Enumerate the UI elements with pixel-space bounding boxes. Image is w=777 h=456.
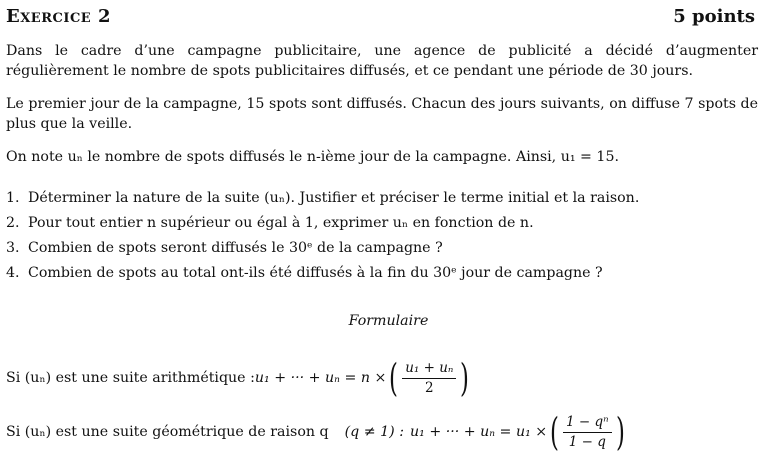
notation-paragraph: On note uₙ le nombre de spots diffusés le n-ième jour de la campagne. Ainsi, u₁ = 15. — [6, 149, 619, 165]
geom-prefix: Si (uₙ) est une suite géométrique de raison q — [6, 424, 329, 440]
arith-lhs: u₁ + ··· + uₙ = n × — [254, 370, 387, 386]
arith-numerator: u₁ + uₙ — [402, 360, 456, 379]
arithmetic-sum-formula — [6, 354, 472, 402]
exercise-header — [6, 6, 755, 32]
geometric-sum-formula — [6, 408, 627, 456]
question-text: Pour tout entier n supérieur ou égal à 1, exprimer uₙ en fonction de n. — [28, 215, 534, 231]
question-list — [6, 186, 758, 286]
context-paragraph: Le premier jour de la campagne, 15 spots sont diffusés. Chacun des jours suivants, on diffuse 7 spots de plus que la veille. — [6, 96, 758, 132]
geom-condition: (q ≠ 1) : — [344, 424, 404, 440]
arith-denominator: 2 — [424, 379, 434, 396]
geom-denominator: 1 − q — [568, 433, 606, 450]
formulaire-title: Formulaire — [348, 313, 429, 329]
question-number: 1. — [6, 190, 20, 206]
arith-prefix: Si (uₙ) est une suite arithmétique : — [6, 370, 255, 386]
question-number: 4. — [6, 265, 20, 281]
question-text: Combien de spots au total ont-ils été diffusés à la fin du 30ᵉ jour de campagne ? — [28, 265, 603, 281]
exercise-title: Exercice 2 — [6, 6, 111, 27]
question-number: 2. — [6, 215, 20, 231]
geom-numerator: 1 − qⁿ — [563, 414, 612, 433]
question-text: Combien de spots seront diffusés le 30ᵉ de la campagne ? — [28, 240, 443, 256]
right-paren: ) — [615, 410, 625, 454]
question-item — [6, 236, 758, 261]
left-paren: ( — [550, 410, 560, 454]
question-item — [6, 186, 758, 211]
intro-paragraph: Dans le cadre d’une campagne publicitaire, une agence de publicité a décidé d’augmenter régulièrement le nombre de spots publicitaires diffusés, et ce pendant une période de 30 jours. — [6, 43, 758, 79]
arith-fraction — [402, 360, 456, 397]
question-item — [6, 261, 758, 286]
exercise-points: 5 points — [673, 6, 755, 27]
geom-lhs: u₁ + ··· + uₙ = u₁ × — [409, 424, 548, 440]
left-paren: ( — [389, 356, 399, 400]
geom-fraction — [563, 414, 612, 451]
question-text: Déterminer la nature de la suite (uₙ). Justifier et préciser le terme initial et la raison. — [28, 190, 640, 206]
question-item — [6, 211, 758, 236]
question-number: 3. — [6, 240, 20, 256]
right-paren: ) — [460, 356, 470, 400]
